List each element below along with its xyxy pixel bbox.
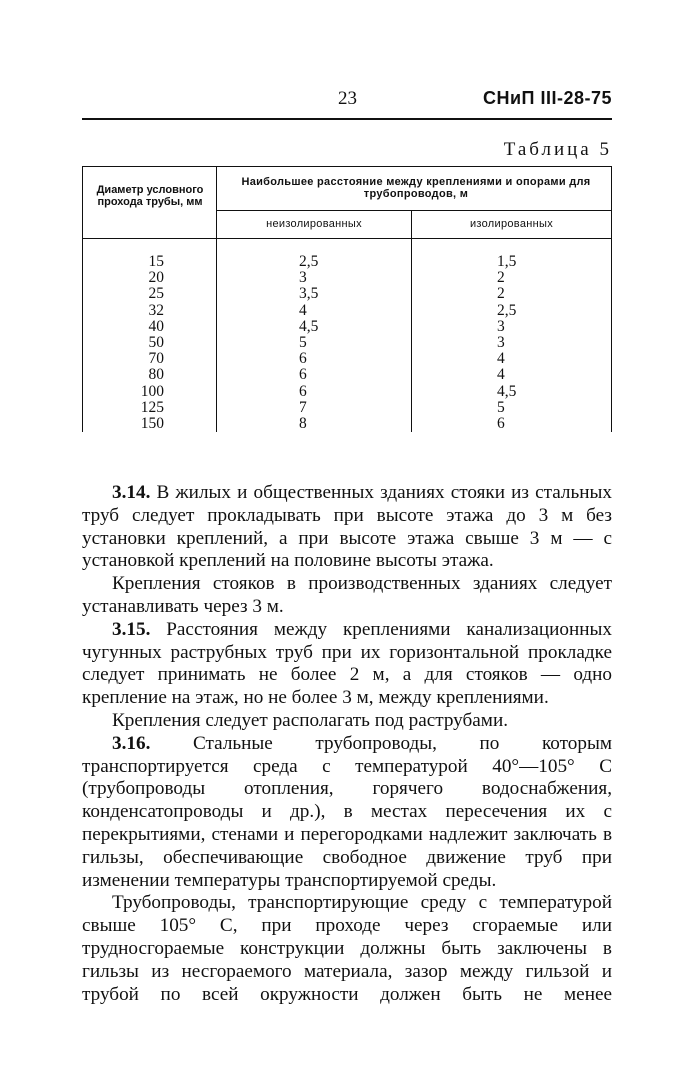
table-cell: 32: [148, 301, 164, 319]
document-code: СНиП III-28-75: [482, 88, 612, 108]
paragraph: [82, 573, 612, 619]
table-cell: 6: [299, 366, 307, 384]
clause-number: 3.14.: [112, 482, 151, 503]
clause-number: 3.16.: [112, 732, 151, 754]
table-cell: 4,5: [497, 382, 517, 400]
table-header-bottom-rule: [82, 238, 612, 239]
insulated-column: [497, 254, 537, 432]
table-cell: 4: [497, 350, 505, 368]
page-number: 23: [338, 88, 357, 109]
header-rule: [82, 118, 612, 120]
table-cell: 7: [299, 398, 307, 416]
body-text: [82, 482, 612, 1006]
table-cell: 150: [140, 414, 164, 432]
table-cell: 70: [148, 350, 164, 368]
table-cell: 3: [497, 333, 505, 351]
table-cell: 5: [497, 398, 505, 416]
header-max-distance: Наибольшее расстояние между креплениями и опорами для трубопроводов, м: [241, 176, 591, 200]
table-cell: 25: [148, 285, 164, 303]
table-caption: Таблица 5: [503, 139, 612, 160]
table-col-divider: [216, 166, 217, 432]
paragraph-text: В жилых и общественных зданиях стояки из стальных труб следует прокладывать при высоте этажа до 3 м без установки креплений, а при высоте этажа свыше 3 м — с установкой креплений на половине высоты этажа.: [82, 482, 613, 572]
table-cell: 2: [497, 285, 505, 303]
table-cell: 6: [497, 414, 505, 432]
paragraph-text: Крепления стояков в производственных зданиях следует устанавливать через 3 м.: [82, 573, 612, 617]
table-cell: 3: [299, 269, 307, 287]
table-cell: 125: [140, 398, 164, 416]
page-header: [82, 88, 612, 112]
paragraph: [82, 710, 612, 733]
clause-number: 3.15.: [112, 618, 151, 640]
table-cell: 80: [148, 366, 164, 384]
header-diameter: Диаметр условного прохода трубы, мм: [96, 184, 204, 208]
table-5: [82, 166, 612, 432]
paragraph-text: Трубопроводы, транспортирующие среду с температурой свыше 105° С, при проходе через сгораемые или трудносгораемые конструкции должны быть заключены в гильзы из несгораемого материала, зазор между гильзой и трубой по всей окружности должен быть не менее: [82, 892, 612, 1005]
table-cell: 50: [148, 333, 164, 351]
table-cell: 100: [140, 382, 164, 400]
table-subheader-rule: [216, 210, 612, 211]
paragraph-text: Крепления следует располагать под раструбами.: [112, 709, 509, 731]
paragraph-3-16: [82, 733, 612, 893]
table-cell: 2,5: [497, 301, 517, 319]
table-cell: 20: [148, 269, 164, 287]
table-cell: 4: [497, 366, 505, 384]
table-cell: 3: [497, 317, 505, 335]
table-left-border: [82, 166, 83, 432]
header-uninsulated: неизолированных: [266, 218, 362, 230]
table-cell: 40: [148, 317, 164, 335]
paragraph-3-15: [82, 619, 612, 710]
table-right-border: [611, 166, 612, 432]
table-cell: 2: [497, 269, 505, 287]
table-top-border: [82, 166, 612, 167]
header-insulated: изолированных: [469, 218, 554, 230]
table-cell: 5: [299, 333, 307, 351]
table-cell: 6: [299, 350, 307, 368]
paragraph: [82, 892, 612, 1006]
table-cell: 6: [299, 382, 307, 400]
paragraph-text: Расстояния между креплениями канализационных чугунных раструбных труб при их горизонтальной прокладке следует принимать не более 2 м, а для стояков — одно крепление на этаж, но не более 3 м, между креплениями.: [82, 618, 612, 709]
table-cell: 4,5: [299, 317, 319, 335]
table-cell: 1,5: [497, 253, 517, 270]
table-subcol-divider: [411, 210, 412, 432]
table-cell: 8: [299, 414, 307, 432]
table-cell: 2,5: [299, 253, 319, 270]
diameter-column: [124, 254, 164, 432]
paragraph-text: Стальные трубопроводы, по которым транспортируется среда с температурой 40°—105° С (трубопроводы отопления, горячего водоснабжения, конденсатопроводы и др.), в местах пересечения их с перекрытиями, стенами и перегородками надлежит заключать в гильзы, обеспечивающие свободное движение труб при изменении температуры транспортируемой среды.: [82, 732, 613, 891]
table-cell: 15: [148, 253, 164, 270]
paragraph-3-14: [82, 482, 612, 573]
uninsulated-column: [299, 254, 339, 432]
table-cell: 4: [299, 301, 307, 319]
table-cell: 3,5: [299, 285, 319, 303]
